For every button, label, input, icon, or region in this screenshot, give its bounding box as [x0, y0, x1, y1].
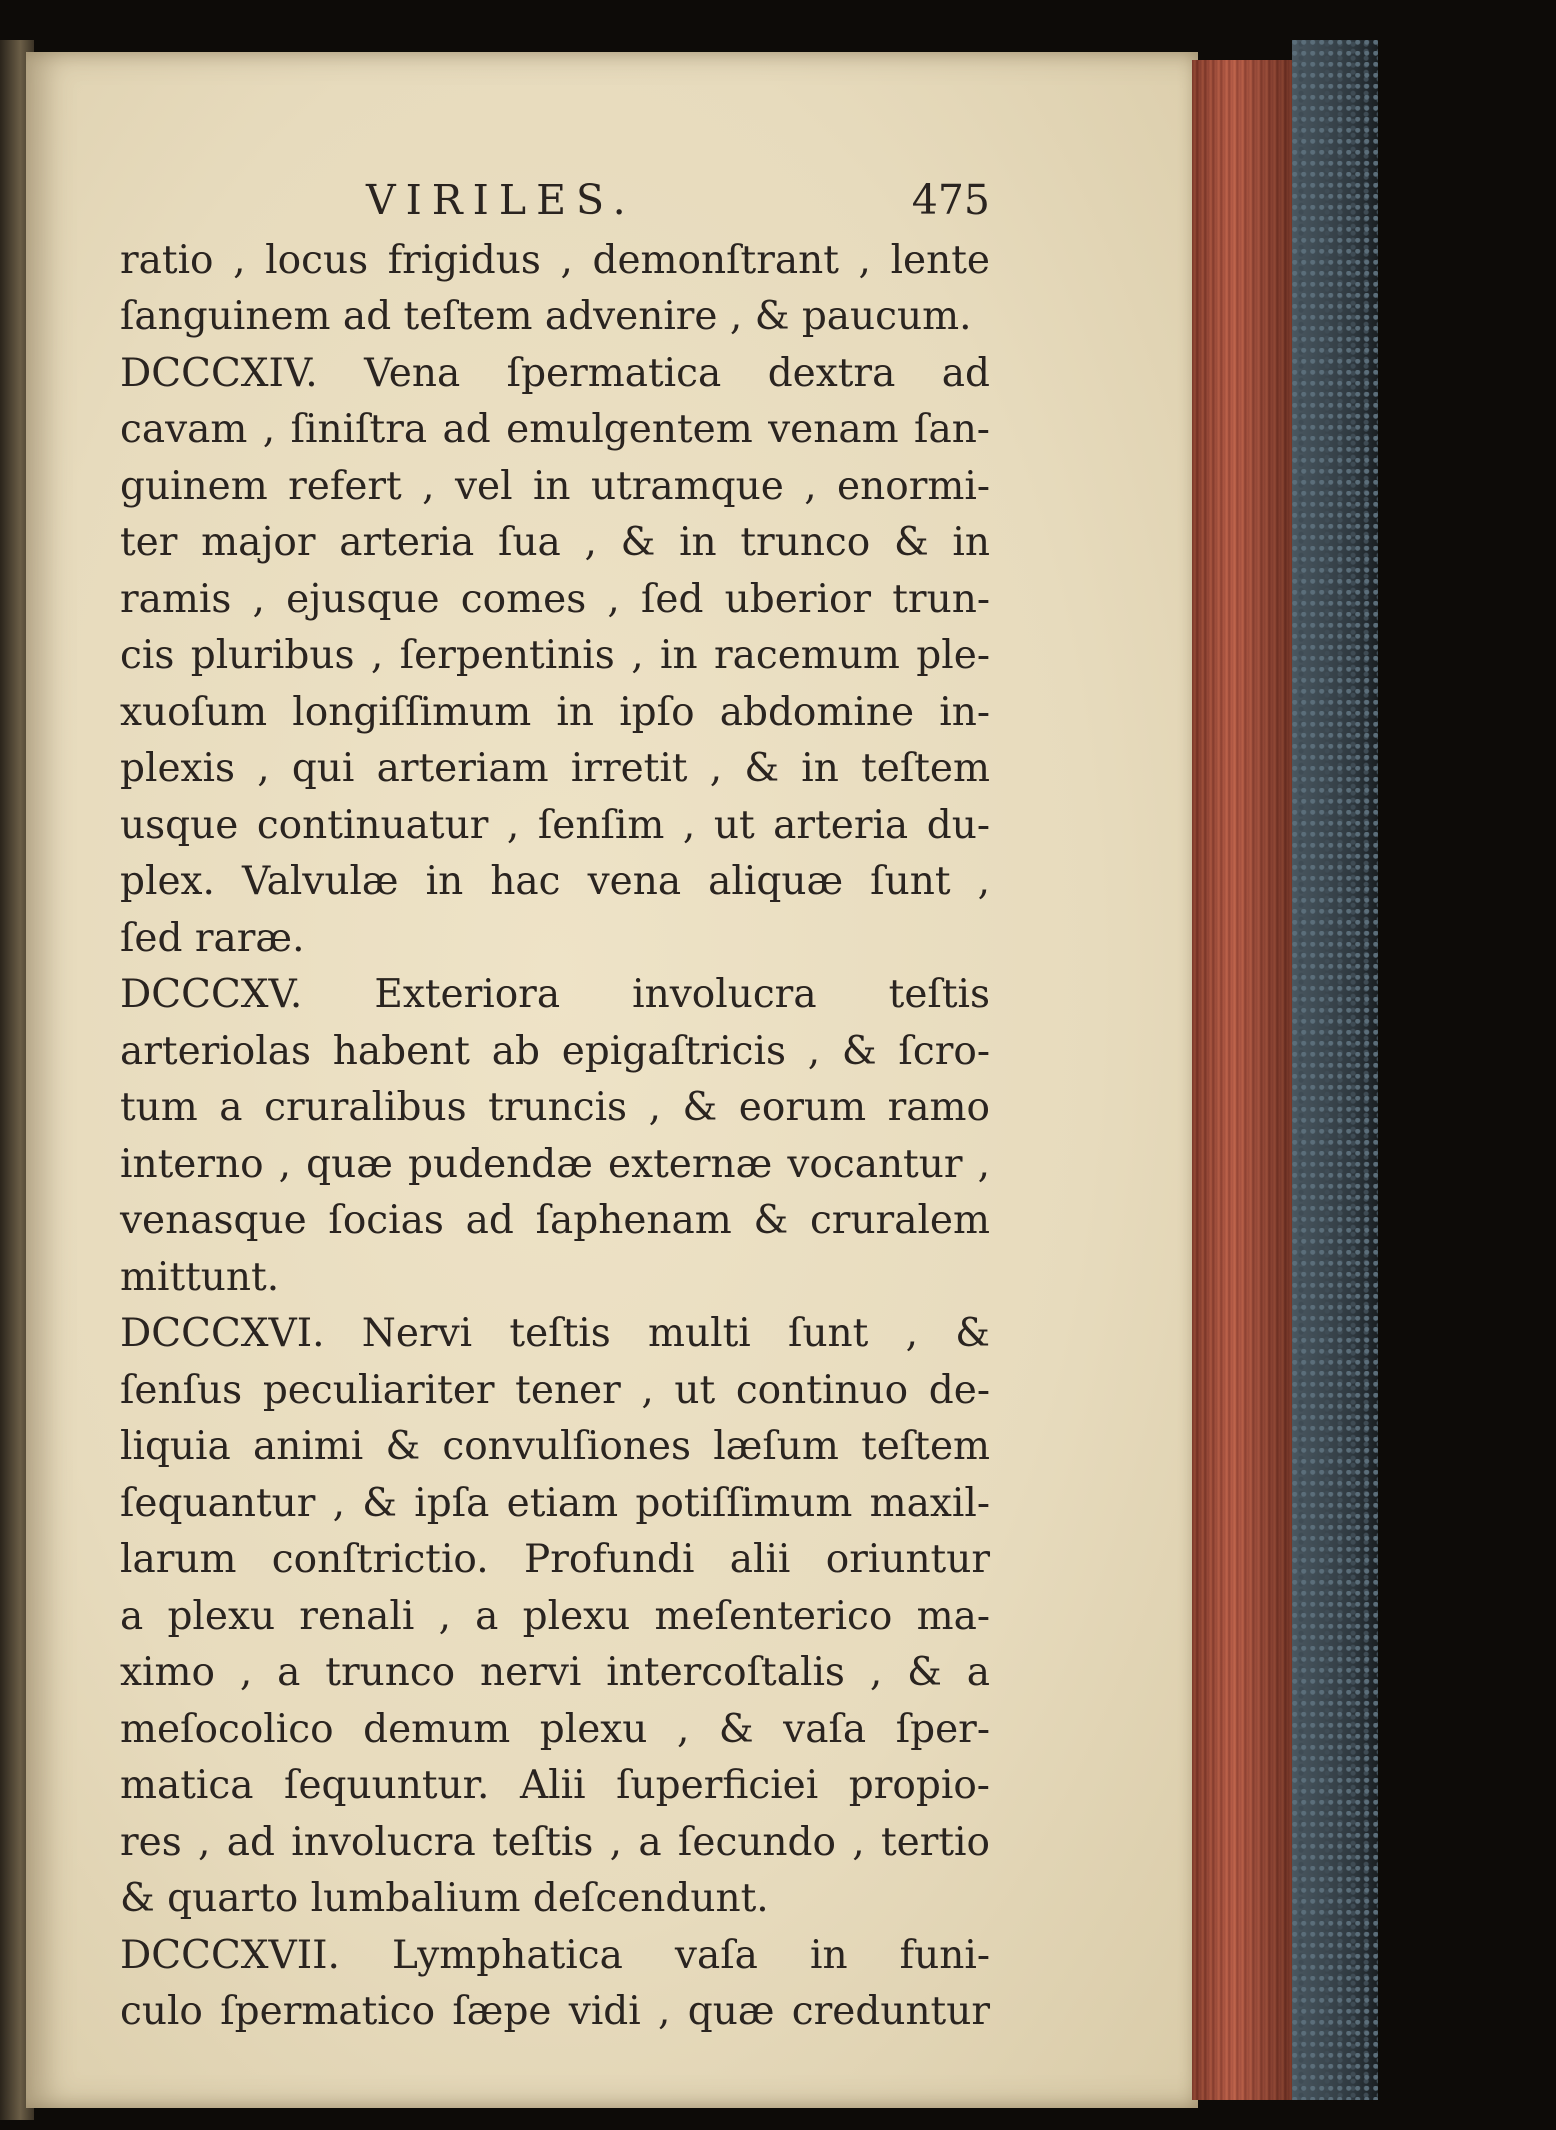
- text-line: plex. Valvulæ in hac vena aliquæ ſunt ,: [120, 859, 990, 904]
- page-block-shading: [1192, 60, 1292, 2100]
- text-line: plexis , qui arteriam irretit , & in teſtem: [120, 746, 990, 791]
- text-line: tum a cruralibus truncis , & eorum ramo: [120, 1085, 990, 1130]
- text-line: DCCCXV. Exteriora involucra teſtis: [120, 972, 990, 1017]
- text-line: meſocolico demum plexu , & vaſa ſper-: [120, 1706, 990, 1752]
- text-line: matica ſequuntur. Alii ſuperficiei propio-: [120, 1763, 990, 1808]
- text-line: ſanguinem ad teſtem advenire , & paucum.: [120, 294, 972, 339]
- text-line: DCCCXVII. Lymphatica vaſa in funi-: [120, 1932, 990, 1978]
- text-line: DCCCXVI. Nervi teſtis multi ſunt , &: [120, 1311, 990, 1356]
- text-line: usque continuatur , ſenſim , ut arteria du-: [120, 802, 990, 848]
- text-line: larum conſtrictio. Profundi alii oriuntur: [120, 1537, 990, 1582]
- text-line: cavam , ſiniſtra ad emulgentem venam ſan-: [120, 407, 990, 452]
- running-title: VIRILES.: [366, 176, 636, 224]
- text-line: arteriolas habent ab epigaſtricis , & ſcro-: [120, 1028, 990, 1074]
- book-cover: [1292, 40, 1378, 2100]
- text-line: interno , quæ pudendæ externæ vocantur ,: [120, 1141, 990, 1187]
- text-line: venasque ſocias ad ſaphenam & cruralem: [120, 1198, 990, 1243]
- page-number: 475: [911, 176, 990, 224]
- text-line: cis pluribus , ſerpentinis , in racemum ple-: [120, 633, 990, 678]
- text-line: ſed raræ.: [120, 915, 305, 961]
- text-line: ter major arteria ſua , & in trunco & in: [120, 520, 990, 565]
- text-line: a plexu renali , a plexu meſenterico ma-: [120, 1593, 990, 1639]
- text-line: DCCCXIV. Vena ſpermatica dextra ad: [120, 350, 990, 396]
- text-line: ratio , locus frigidus , demonſtrant , lente: [120, 237, 990, 283]
- text-line: ximo , a trunco nervi intercoſtalis , & a: [120, 1650, 990, 1695]
- text-line: guinem refert , vel in utramque , enormi-: [120, 463, 990, 509]
- text-line: culo ſpermatico ſæpe vidi , quæ creduntur: [120, 1989, 990, 2034]
- text-line: ramis , ejusque comes , ſed uberior trun-: [120, 576, 990, 622]
- text-line: liquia animi & convulſiones læſum teſtem: [120, 1424, 990, 1469]
- text-line: res , ad involucra teſtis , a ſecundo , tertio: [120, 1819, 990, 1865]
- text-line: ſenſus peculiariter tener , ut continuo de-: [120, 1367, 990, 1413]
- text-line: & quarto lumbalium deſcendunt.: [120, 1876, 769, 1921]
- text-line: ſequantur , & ipſa etiam potiſſimum maxil-: [120, 1480, 990, 1526]
- text-line: mittunt.: [120, 1254, 280, 1300]
- body-text: [120, 176, 990, 2041]
- text-line: xuoſum longiſſimum in ipſo abdomine in-: [120, 689, 990, 735]
